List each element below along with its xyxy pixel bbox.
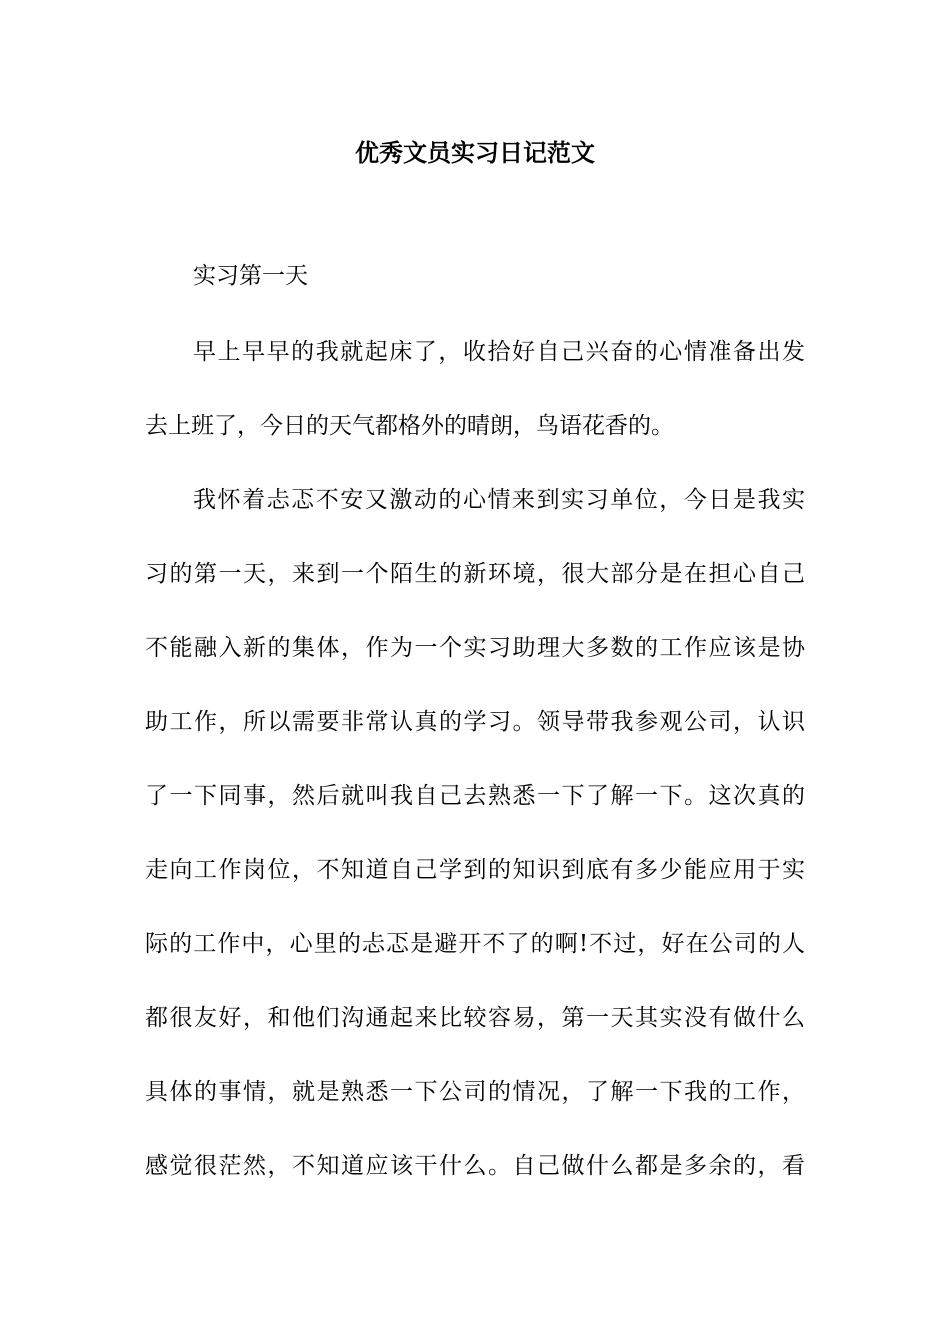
paragraph-line: 感觉很茫然，不知道应该干什么。自己做什么都是多余的，看 — [145, 1153, 805, 1179]
paragraph-line: 早上早早的我就起床了，收拾好自己兴奋的心情准备出发 — [193, 339, 805, 365]
paragraph-line: 具体的事情，就是熟悉一下公司的情况，了解一下我的工作， — [145, 1079, 805, 1105]
document-title: 优秀文员实习日记范文 — [355, 138, 595, 167]
section-heading: 实习第一天 — [193, 263, 308, 289]
paragraph-line: 习的第一天，来到一个陌生的新环境，很大部分是在担心自己 — [145, 561, 805, 587]
paragraph-line: 了一下同事，然后就叫我自己去熟悉一下了解一下。这次真的 — [145, 783, 805, 809]
paragraph-line: 助工作，所以需要非常认真的学习。领导带我参观公司，认识 — [145, 709, 805, 735]
paragraph-line: 不能融入新的集体，作为一个实习助理大多数的工作应该是协 — [145, 635, 805, 661]
paragraph-line: 都很友好，和他们沟通起来比较容易，第一天其实没有做什么 — [145, 1005, 805, 1031]
paragraph-line: 走向工作岗位，不知道自己学到的知识到底有多少能应用于实 — [145, 857, 805, 883]
paragraph-line: 去上班了，今日的天气都格外的晴朗，鸟语花香的。 — [145, 413, 674, 439]
paragraph-line: 我怀着忐忑不安又激动的心情来到实习单位，今日是我实 — [193, 487, 805, 513]
paragraph-line: 际的工作中，心里的忐忑是避开不了的啊!不过，好在公司的人 — [145, 931, 805, 957]
